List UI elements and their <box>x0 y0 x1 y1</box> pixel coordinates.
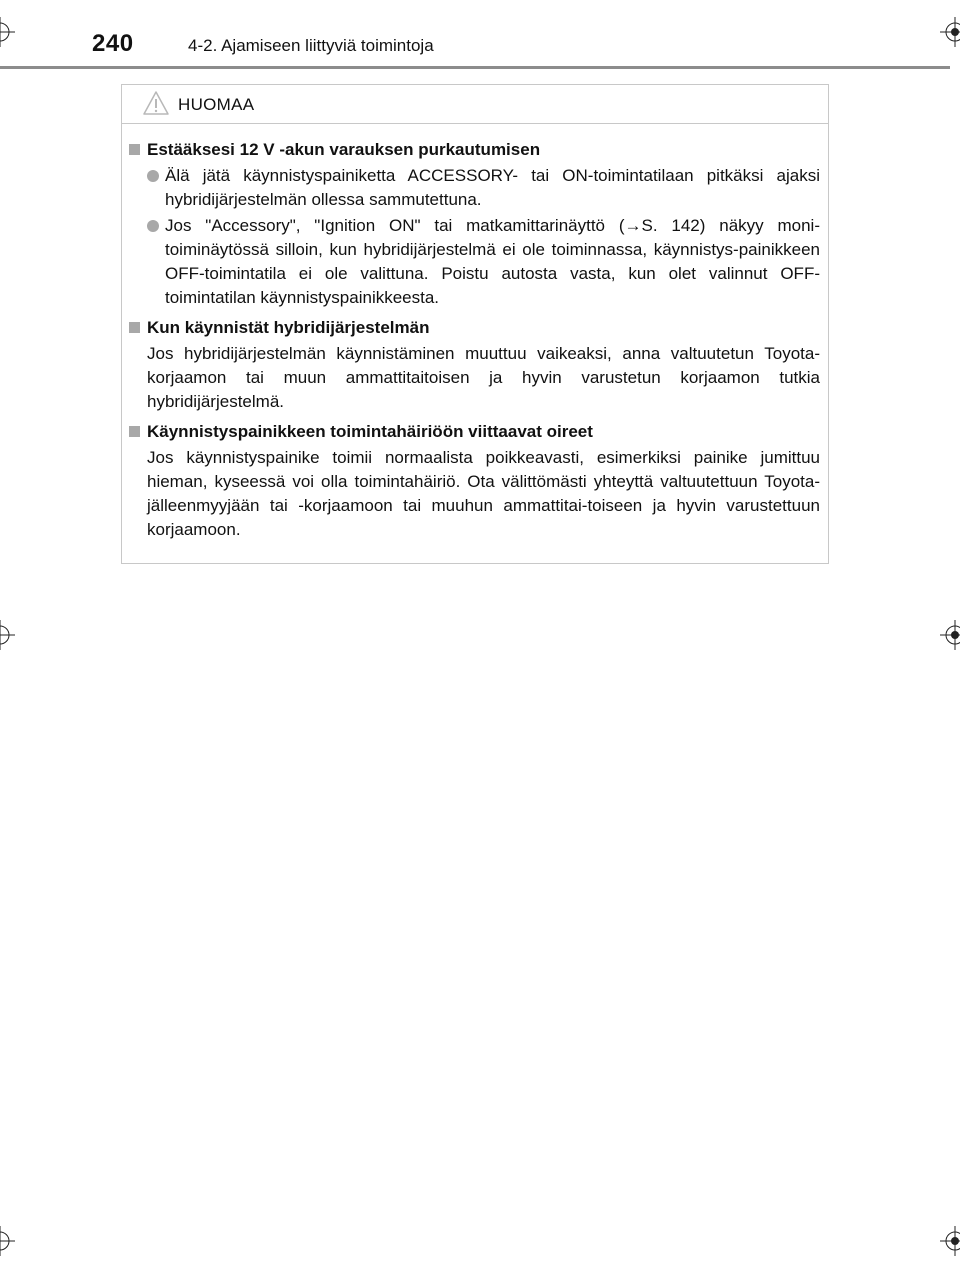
section-title: 4-2. Ajamiseen liittyviä toimintoja <box>188 36 434 55</box>
list-item <box>129 164 820 212</box>
square-bullet-icon <box>129 426 140 437</box>
list-item-text: Älä jätä käynnistyspainiketta ACCESSORY- tai ON-toimintatilaan pitkäksi ajaksi hybridijärjestelmän ollessa sammutettuna. <box>165 166 820 209</box>
sub-heading-text: Estääksesi 12 V -akun varauksen purkautumisen <box>147 140 541 159</box>
page-number: 240 <box>92 30 134 57</box>
paragraph: Jos hybridijärjestelmän käynnistäminen muuttuu vaikeaksi, anna valtuutetun Toyota-korjaamon tai muun ammattitaitoisen ja hyvin varustetun korjaamon tutkia hybridijärjestelmä. <box>147 344 820 411</box>
crop-mark-mid-right <box>940 620 960 650</box>
crop-mark-top-right <box>940 17 960 47</box>
header-rule <box>0 66 950 69</box>
sub-heading-text: Käynnistyspainikkeen toimintahäiriöön viittaavat oireet <box>147 422 593 441</box>
list-item-text: Jos "Accessory", "Ignition ON" tai matkamittarinäyttö (→S. 142) näkyy moni-toiminäytössä silloin, kun hybridijärjestelmä ei ole toiminnassa, käynnistys-painikkeen OFF-toimintatila ei ole valittuna. Poistu autosta vasta, kun olet valinnut OFF-toimintatilan käynnistyspainikkeesta. <box>165 216 820 307</box>
notice-section <box>129 138 820 310</box>
paragraph: Jos käynnistyspainike toimii normaalista poikkeavasti, esimerkiksi painike jumittuu hieman, kyseessä voi olla toimintahäiriö. Ota välittömästi yhteyttä valtuutettuun Toyota-jälleenmyyjään tai -korjaamoon tai muuhun ammattitai-toiseen ja hyvin varustettuun korjaamoon. <box>147 448 820 539</box>
notice-header <box>122 85 828 124</box>
dot-bullet-icon <box>147 220 159 232</box>
sub-heading <box>129 138 820 162</box>
notice-box <box>121 84 829 564</box>
sub-heading <box>129 420 820 444</box>
notice-body <box>122 124 828 542</box>
sub-heading <box>129 316 820 340</box>
notice-section <box>129 316 820 414</box>
square-bullet-icon <box>129 144 140 155</box>
square-bullet-icon <box>129 322 140 333</box>
warning-triangle-icon <box>142 90 170 121</box>
notice-section <box>129 420 820 542</box>
crop-mark-top-left <box>0 17 15 47</box>
crop-mark-bottom-right <box>940 1226 960 1256</box>
notice-label: HUOMAA <box>178 95 255 114</box>
crop-mark-bottom-left <box>0 1226 15 1256</box>
list-item <box>129 214 820 310</box>
dot-bullet-icon <box>147 170 159 182</box>
crop-mark-mid-left <box>0 620 15 650</box>
sub-heading-text: Kun käynnistät hybridijärjestelmän <box>147 318 430 337</box>
